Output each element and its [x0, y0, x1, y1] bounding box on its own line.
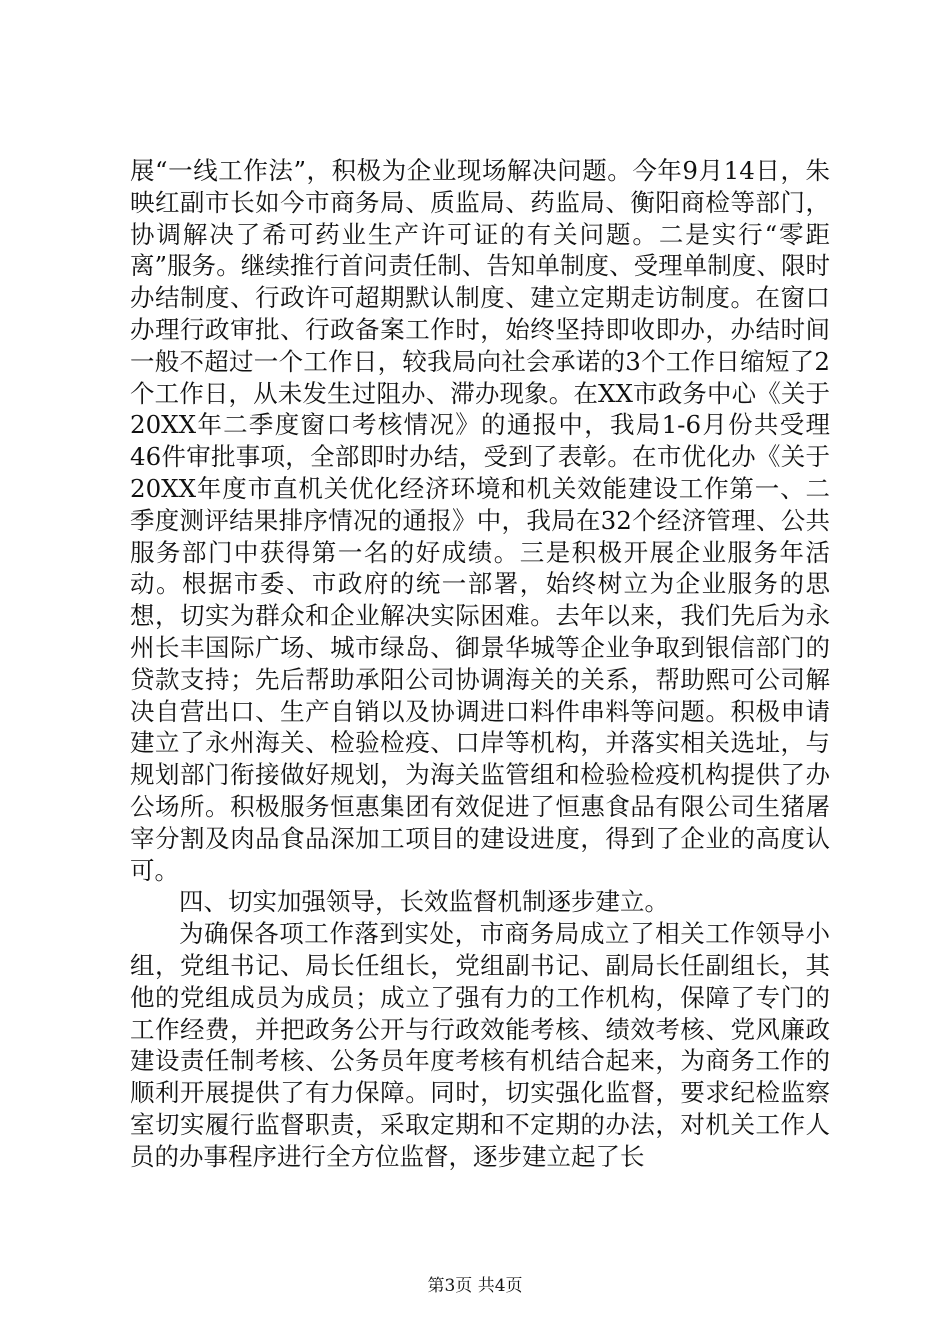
paragraph-continuation: 展“一线工作法”，积极为企业现场解决问题。今年9月14日，朱映红副市长如今市商务局、质监局、药监局、衡阳商检等部门，协调解决了希可药业生产许可证的有关问题。二是实行“零距离”服务。继续推行首问责任制、告知单制度、受理单制度、限时办结制度、行政许可超期默认制度、建立定期走访制度。在窗口办理行政审批、行政备案工作时，始终坚持即收即办，办结时间一般不超过一个工作日，较我局向社会承诺的3个工作日缩短了2个工作日，从未发生过阻办、滞办现象。在XX市政务中心《关于20XX年二季度窗口考核情况》的通报中，我局1-6月份共受理46件审批事项，全部即时办结，受到了表彰。在市优化办《关于20XX年度市直机关优化经济环境和机关效能建设工作第一、二季度测评结果排序情况的通报》中，我局在32个经济管理、公共服务部门中获得第一名的好成绩。三是积极开展企业服务年活动。根据市委、市政府的统一部署，始终树立为企业服务的思想，切实为群众和企业解决实际困难。去年以来，我们先后为永州长丰国际广场、城市绿岛、御景华城等企业争取到银信部门的贷款支持；先后帮助承阳公司协调海关的关系，帮助熙可公司解决自营出口、生产自销以及协调进口料件串料等问题。积极申请建立了永州海关、检验检疫、口岸等机构，并落实相关选址，与规划部门衔接做好规划，为海关监管组和检验检疫机构提供了办公场所。积极服务恒惠集团有效促进了恒惠食品有限公司生猪屠宰分割及肉品食品深加工项目的建设进度，得到了企业的高度认可。: [130, 156, 830, 885]
paragraph: 为确保各项工作落到实处，市商务局成立了相关工作领导小组，党组书记、局长任组长，党组副书记、副局长任副组长，其他的党组成员为成员；成立了强有力的工作机构，保障了专门的工作经费，并把政务公开与行政效能考核、绩效考核、党风廉政建设责任制考核、公务员年度考核有机结合起来，为商务工作的顺利开展提供了有力保障。同时，切实强化监督，要求纪检监察室切实履行监督职责，采取定期和不定期的办法，对机关工作人员的办事程序进行全方位监督，逐步建立起了长: [130, 919, 830, 1171]
section-heading: 四、切实加强领导，长效监督机制逐步建立。: [179, 887, 669, 917]
page-footer: [0, 1275, 950, 1297]
document-body: [130, 155, 830, 1173]
page-number: 第3页 共4页: [427, 1276, 523, 1296]
